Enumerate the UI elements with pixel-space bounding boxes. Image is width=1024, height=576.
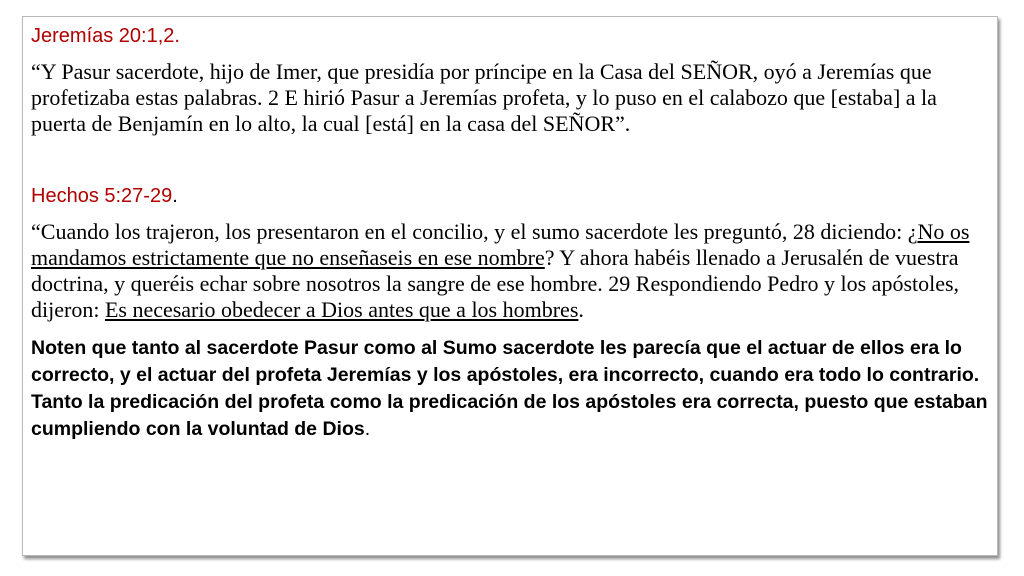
passage2-reference: Hechos 5:27-29 [31, 185, 173, 207]
passage2-underlined-answer: Es necesario obedecer a Dios antes que a los hombres [104, 297, 579, 322]
note-paragraph [31, 335, 991, 443]
note-text: Noten que tanto al sacerdote Pasur como al Sumo sacerdote les parecía que el actuar de ellos era lo correcto, y el actuar del profeta Jeremías y los apóstoles, era incorrecto, cuando era todo lo contrario. Tanto la predicación del profeta como la predicación de los apóstoles era correcta, puesto que estaban cumpliendo con la voluntad de Dios [31, 337, 988, 440]
passage1-reference: Jeremías 20:1,2. [31, 25, 180, 47]
passage2-reference-line [31, 183, 991, 209]
passage2-underlined-question: No os mandamos estrictamente que no enseñaseis en ese nombre [31, 219, 970, 270]
slide-frame [22, 16, 998, 556]
slide-content [31, 23, 991, 443]
passage2-text-part1: “Cuando los trajeron, los presentaron en el concilio, y el sumo sacerdote les preguntó, 28 diciendo: ¿ [31, 219, 918, 244]
passage2-text-part3: . [578, 297, 584, 322]
passage2-text [31, 219, 991, 323]
passage1-text: “Y Pasur sacerdote, hijo de Imer, que presidía por príncipe en la Casa del SEÑOR, oyó a Jeremías que profetizaba estas palabras. 2 E hirió Pasur a Jeremías profeta, y lo puso en el calabozo que [estaba] a la puerta de Benjamín en lo alto, la cual [está] en la casa del SEÑOR”. [31, 59, 937, 136]
passage2-reference-dot: . [172, 185, 178, 207]
passage2-text-part2: ? Y ahora habéis llenado a Jerusalén de vuestra doctrina, y queréis echar sobre nosotros la sangre de ese hombre. 29 Respondiendo Pedro y los apóstoles, dijeron: [31, 245, 960, 322]
note-end: . [364, 418, 371, 440]
